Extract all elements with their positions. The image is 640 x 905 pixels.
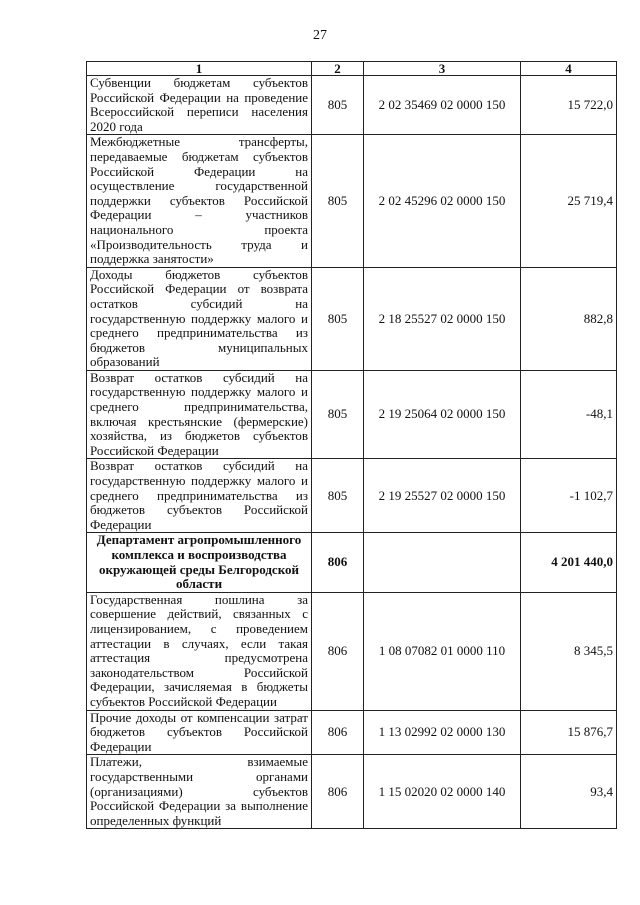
revenue-name-line: поддержки субъектов Российской bbox=[90, 192, 308, 208]
budget-classification-code-cell: 2 19 25527 02 0000 150 bbox=[364, 459, 521, 533]
revenue-name-line: бюджетов муниципальных bbox=[90, 339, 308, 355]
budget-classification-code-cell: 1 15 02020 02 0000 140 bbox=[364, 755, 521, 829]
revenue-name-line: Федерации – участников bbox=[90, 207, 308, 223]
revenue-name-line: Российской Федерации bbox=[90, 442, 219, 458]
revenue-name-line: государственную поддержку малого и bbox=[90, 473, 308, 489]
revenue-name-line: Всероссийской переписи населения bbox=[90, 104, 308, 120]
administrator-code-cell: 805 bbox=[312, 459, 364, 533]
revenue-name-line: Межбюджетные трансферты, bbox=[90, 134, 308, 150]
revenue-name-cell bbox=[87, 710, 312, 755]
revenue-name-line: Государственная пошлина за bbox=[90, 591, 308, 607]
administrator-code-cell: 806 bbox=[312, 710, 364, 755]
administrator-code-cell: 805 bbox=[312, 370, 364, 459]
revenue-name-line: национального проекта bbox=[90, 221, 308, 237]
revenue-name-line: «Производительность труда и bbox=[90, 236, 308, 252]
budget-classification-code-cell: 2 19 25064 02 0000 150 bbox=[364, 370, 521, 459]
revenue-name-line: включая крестьянские (фермерские) bbox=[90, 413, 308, 429]
revenue-name-line: определенных функций bbox=[90, 812, 222, 828]
revenue-name-cell bbox=[87, 267, 312, 370]
table-row bbox=[87, 459, 617, 533]
budget-classification-code-cell: 2 18 25527 02 0000 150 bbox=[364, 267, 521, 370]
revenue-name-line: государственными органами bbox=[90, 768, 308, 784]
column-header-2: 2 bbox=[312, 62, 364, 76]
revenue-name-line: Российской Федерации за выполнение bbox=[90, 798, 308, 814]
amount-cell: -48,1 bbox=[521, 370, 617, 459]
column-header-3: 3 bbox=[364, 62, 521, 76]
revenue-name-line: Федерации bbox=[90, 738, 152, 754]
revenue-name-line: Департамент агропромышленного bbox=[96, 532, 302, 548]
amount-cell: 25 719,4 bbox=[521, 135, 617, 267]
revenue-name-line: Федерации bbox=[90, 516, 152, 532]
revenue-name-line: (организациями) субъектов bbox=[90, 783, 308, 799]
revenue-name-line: Доходы бюджетов субъектов bbox=[90, 266, 308, 282]
budget-classification-code-cell: 1 13 02992 02 0000 130 bbox=[364, 710, 521, 755]
revenue-name-line: образований bbox=[90, 354, 160, 370]
column-header-1: 1 bbox=[87, 62, 312, 76]
revenue-name-line: окружающей среды Белгородской bbox=[98, 561, 300, 577]
revenue-name-line: бюджетов субъектов Российской bbox=[90, 724, 308, 740]
revenue-name-cell bbox=[87, 135, 312, 267]
amount-cell: 93,4 bbox=[521, 755, 617, 829]
amount-cell: 15 722,0 bbox=[521, 76, 617, 135]
table-row bbox=[87, 533, 617, 592]
table-row bbox=[87, 755, 617, 829]
revenue-name-cell bbox=[87, 459, 312, 533]
revenue-name-line: бюджетов субъектов Российской bbox=[90, 502, 308, 518]
amount-cell: 882,8 bbox=[521, 267, 617, 370]
administrator-code-cell: 806 bbox=[312, 533, 364, 592]
revenue-name-line: государственную поддержку малого и bbox=[90, 384, 308, 400]
administrator-code-cell: 805 bbox=[312, 267, 364, 370]
revenue-name-line: аттестация предусмотрена bbox=[90, 650, 308, 666]
budget-classification-code-cell: 2 02 45296 02 0000 150 bbox=[364, 135, 521, 267]
revenue-name-line: среднего предпринимательства, bbox=[90, 399, 308, 415]
revenue-name-line: Российской Федерации на bbox=[90, 163, 308, 179]
budget-classification-code-cell: 1 08 07082 01 0000 110 bbox=[364, 592, 521, 710]
amount-cell: 15 876,7 bbox=[521, 710, 617, 755]
revenue-name-cell bbox=[87, 755, 312, 829]
administrator-code-cell: 805 bbox=[312, 135, 364, 267]
revenue-name-line: законодательством Российской bbox=[90, 664, 308, 680]
revenue-name-line: среднего предпринимательства из bbox=[90, 487, 308, 503]
page-number: 27 bbox=[313, 28, 327, 43]
table-row bbox=[87, 592, 617, 710]
revenue-name-cell bbox=[87, 533, 312, 592]
revenue-name-line: передаваемые бюджетам субъектов bbox=[90, 148, 308, 164]
revenue-name-line: Возврат остатков субсидий на bbox=[90, 458, 308, 474]
revenue-name-line: государственную поддержку малого и bbox=[90, 310, 308, 326]
revenue-name-line: остатков субсидий на bbox=[90, 295, 308, 311]
revenue-name-line: Субвенции бюджетам субъектов bbox=[90, 75, 308, 90]
revenue-name-line: комплекса и воспроизводства bbox=[111, 547, 287, 562]
revenue-name-cell bbox=[87, 592, 312, 710]
administrator-code-cell: 806 bbox=[312, 592, 364, 710]
revenue-name-line: осуществление государственной bbox=[90, 178, 308, 194]
revenue-name-line: Возврат остатков субсидий на bbox=[90, 369, 308, 385]
revenue-name-line: Российской Федерации от возврата bbox=[90, 281, 308, 297]
revenue-name-line: Федерации, зачисляемая в бюджеты bbox=[90, 679, 308, 695]
revenue-name-line: среднего предпринимательства из bbox=[90, 325, 308, 341]
revenue-name-line: поддержка занятости» bbox=[90, 251, 214, 267]
budget-classification-code-cell: 2 02 35469 02 0000 150 bbox=[364, 76, 521, 135]
revenue-name-line: аттестации в случаях, если такая bbox=[90, 635, 308, 651]
table-row bbox=[87, 267, 617, 370]
table-row bbox=[87, 370, 617, 459]
table-row bbox=[87, 135, 617, 267]
revenue-name-line: совершение действий, связанных с bbox=[90, 606, 308, 622]
revenue-name-cell bbox=[87, 76, 312, 135]
amount-cell: 8 345,5 bbox=[521, 592, 617, 710]
amount-cell: -1 102,7 bbox=[521, 459, 617, 533]
revenue-name-line: лицензированием, с проведением bbox=[90, 620, 308, 636]
revenue-name-line: Российской Федерации на проведение bbox=[90, 89, 308, 105]
revenue-table bbox=[86, 61, 617, 829]
budget-classification-code-cell bbox=[364, 533, 521, 592]
table-header-row bbox=[87, 62, 617, 76]
administrator-code-cell: 806 bbox=[312, 755, 364, 829]
revenue-name-line: субъектов Российской Федерации bbox=[90, 693, 277, 709]
table-row bbox=[87, 76, 617, 135]
table-body bbox=[87, 76, 617, 829]
table-row bbox=[87, 710, 617, 755]
revenue-name-cell bbox=[87, 370, 312, 459]
column-header-4: 4 bbox=[521, 62, 617, 76]
administrator-code-cell: 805 bbox=[312, 76, 364, 135]
revenue-name-line: области bbox=[175, 576, 223, 592]
amount-cell: 4 201 440,0 bbox=[521, 533, 617, 592]
revenue-name-line: Платежи, взимаемые bbox=[90, 754, 308, 770]
revenue-name-line: хозяйства, из бюджетов субъектов bbox=[90, 428, 308, 444]
revenue-name-line: 2020 года bbox=[90, 118, 143, 134]
revenue-name-line: Прочие доходы от компенсации затрат bbox=[90, 709, 308, 725]
